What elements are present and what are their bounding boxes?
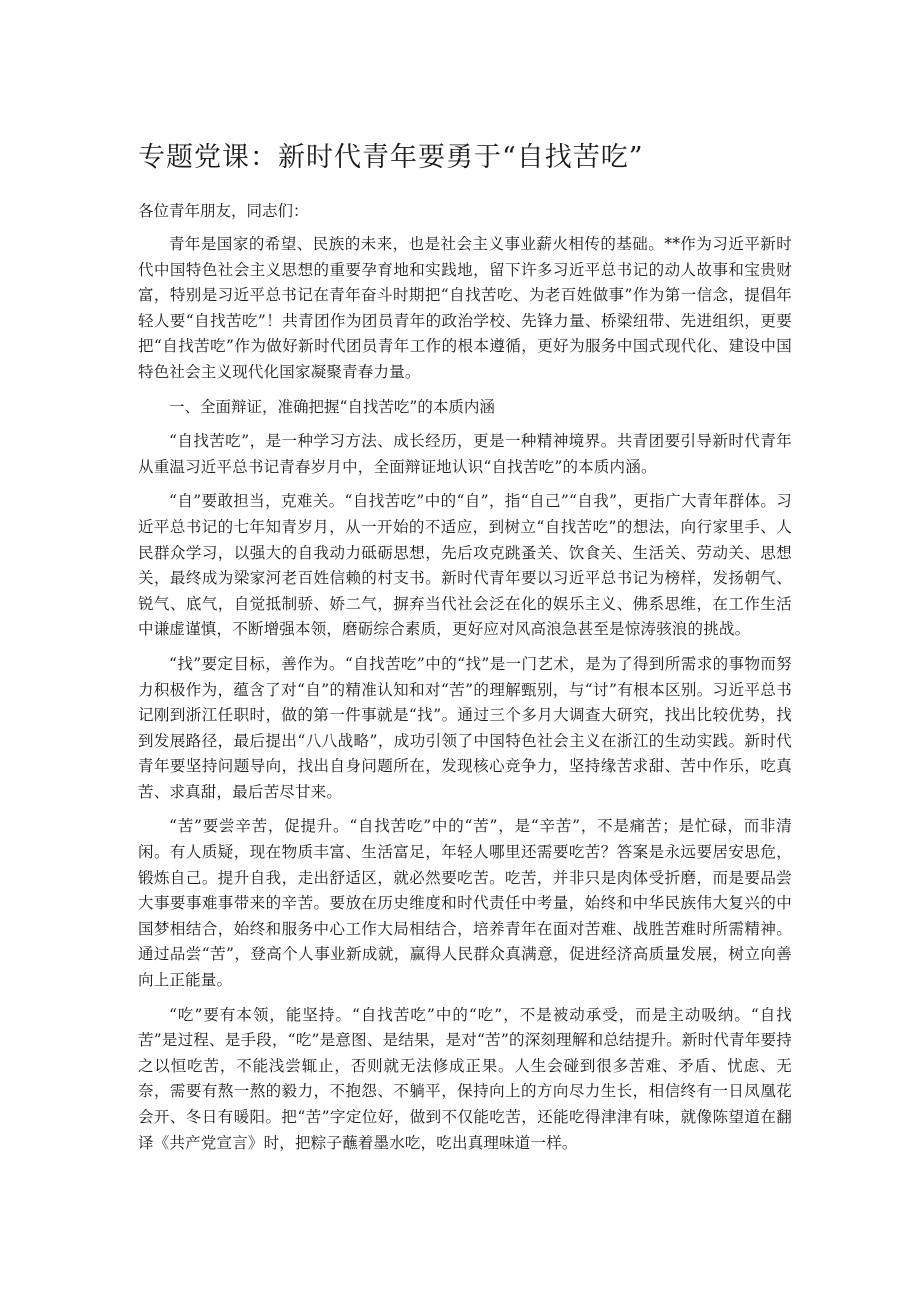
paragraph-intro: 青年是国家的希望、民族的未来，也是社会主义事业薪火相传的基础。**作为习近平新时代中国特色社会主义思想的重要孕育地和实践地，留下许多习近平总书记的动人故事和宝贵财富，特别是习近平总书记在青年奋斗时期把“自找苦吃、为老百姓做事”作为第一信念，提倡年轻人要“自找苦吃”！共青团作为团员青年的政治学校、先锋力量、桥梁纽带、先进组织，更要把“自找苦吃”作为做好新时代团员青年工作的根本遵循，更好为服务中国式现代化、建设中国特色社会主义现代化国家凝聚青春力量。 [138,235,792,381]
salutation: 各位青年朋友，同志们： [138,202,309,220]
paragraph-chi: “吃”要有本领，能坚持。“自找苦吃”中的“吃”，不是被动承受，而是主动吸纳。“自找苦”是过程、是手段，“吃”是意图、是结果，是对“苦”的深刻理解和总结提升。新时代青年要持之以恒吃苦，不能浅尝辄止，否则就无法修成正果。人生会碰到很多苦难、矛盾、忧虑、无奈，需要有熬一熬的毅力，不抱怨、不躺平，保持向上的方向尽力生长，相信终有一日凤凰花会开、冬日有暖阳。把“苦”字定位好，做到不仅能吃苦，还能吃得津津有味，就像陈望道在翻译《共产党宣言》时，把粽子蘸着墨水吃，吃出真理味道一样。 [138,1005,792,1152]
paragraph-zhao: “找”要定目标，善作为。“自找苦吃”中的“找”是一门艺术，是为了得到所需求的事物而努力积极作为，蕴含了对“自”的精准认知和对“苦”的理解甄别，与“讨”有根本区别。习近平总书记刚到浙江任职时，做的第一件事就是“找”。通过三个多月大调查大研究，找出比较优势，找到发展路径，最后提出“八八战略”，成功引领了中国特色社会主义在浙江的生动实践。新时代青年要坚持问题导向，找出自身问题所在，发现核心竞争力，坚持缘苦求甜、苦中作乐，吃真苦、求真甜，最后苦尽甘来。 [138,654,792,801]
document-body [138,232,792,1165]
paragraph-ku: “苦”要尝辛苦，促提升。“自找苦吃”中的“苦”，是“辛苦”，不是痛苦；是忙碌，而非清闲。有人质疑，现在物质丰富、生活富足，年轻人哪里还需要吃苦？答案是永远要居安思危，锻炼自己。提升自我，走出舒适区，就必然要吃苦。吃苦，并非只是肉体受折磨，而是要品尝大事要事难事带来的辛苦。要放在历史维度和时代责任中考量，始终和中华民族伟大复兴的中国梦相结合，始终和服务中心工作大局相结合，培养青年在面对苦难、战胜苦难时所需精神。通过品尝“苦”，登高个人事业新成就，赢得人民群众真满意，促进经济高质量发展，树立向善向上正能量。 [138,817,792,990]
document-title: 专题党课：新时代青年要勇于“自找苦吃” [138,142,644,173]
section-heading-1: 一、全面辩证，准确把握“自找苦吃”的本质内涵 [169,397,495,416]
paragraph: “自找苦吃”，是一种学习方法、成长经历，更是一种精神境界。共青团要引导新时代青年从重温习近平总书记青春岁月中，全面辩证地认识“自找苦吃”的本质内涵。 [138,432,792,476]
paragraph-zi: “自”要敢担当，克难关。“自找苦吃”中的“自”，指“自己”“自我”，更指广大青年群体。习近平总书记的七年知青岁月，从一开始的不适应，到树立“自找苦吃”的想法，向行家里手、人民群众学习，以强大的自我动力砥砺思想，先后攻克跳蚤关、饮食关、生活关、劳动关、思想关，最终成为梁家河老百姓信赖的村支书。新时代青年要以习近平总书记为榜样，发扬朝气、锐气、底气，自觉抵制骄、娇二气，摒弃当代社会泛在化的娱乐主义、佛系思维，在工作生活中谦虚谨慎，不断增强本领，磨砺综合素质，更好应对风高浪急甚至是惊涛骇浪的挑战。 [138,492,792,639]
